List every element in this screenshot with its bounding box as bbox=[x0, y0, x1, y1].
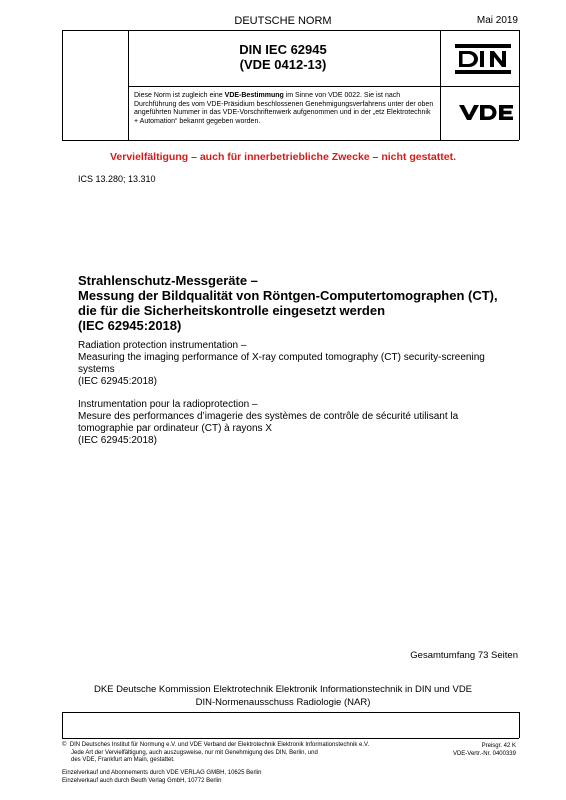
footer-top-rule bbox=[62, 712, 519, 713]
publication-date: Mai 2019 bbox=[476, 15, 518, 26]
title-fr-line: Instrumentation pour la radioprotection – bbox=[78, 399, 258, 410]
note-prefix: Diese Norm ist zugleich eine bbox=[134, 92, 225, 99]
header-middle-rule bbox=[128, 86, 519, 87]
din-logo bbox=[454, 43, 512, 75]
frame-right-top bbox=[519, 30, 520, 140]
title-english bbox=[78, 340, 518, 388]
title-de-line: (IEC 62945:2018) bbox=[78, 318, 182, 333]
price-group: Preisgr. 42 K bbox=[481, 743, 516, 749]
price-info bbox=[453, 742, 516, 758]
title-german bbox=[78, 273, 508, 333]
document-series-label: DEUTSCHE NORM bbox=[234, 15, 332, 27]
total-pages: Gesamtumfang 73 Seiten bbox=[410, 650, 518, 661]
frame-left-top bbox=[62, 30, 63, 140]
title-en-line: systems bbox=[78, 364, 115, 375]
committee-line: DKE Deutsche Kommission Elektrotechnik Elektronik Informationstechnik in DIN und VDE bbox=[93, 684, 473, 695]
committee-info bbox=[60, 683, 506, 709]
copyright-symbol: © bbox=[62, 742, 67, 748]
title-en-line: Measuring the imaging performance of X-ray computed tomography (CT) security-screening bbox=[78, 352, 485, 363]
title-fr-line: tomographie par ordinateur (CT) à rayons X bbox=[78, 423, 272, 434]
copyright-notice bbox=[62, 742, 412, 765]
footer-frame-right bbox=[519, 712, 520, 738]
note-suffix: im Sinne von VDE 0022. Sie ist nach Durchführung des vom VDE-Präsidium beschlossenen Genehmigungsverfahrens unter der oben angeführten Nummer in das VDE-Vorschriftenwerk aufgenommen und in der „etz Elektrotechnik + Automation“ bekannt gegeben worden. bbox=[134, 92, 434, 125]
reproduction-warning: Vervielfältigung – auch für innerbetriebliche Zwecke – nicht gestattet. bbox=[109, 151, 456, 163]
title-fr-line: (IEC 62945:2018) bbox=[78, 435, 157, 446]
vde-classification: (VDE 0412-13) bbox=[239, 57, 327, 72]
header-bottom-rule bbox=[62, 140, 519, 141]
copyright-line: des VDE, Frankfurt am Main, gestattet. bbox=[71, 757, 175, 763]
title-fr-line: Mesure des performances d’imagerie des systèmes de contrôle de sécurité utilisant la bbox=[78, 411, 459, 422]
vde-order-number: VDE-Vertr.-Nr. 0400339 bbox=[452, 751, 516, 757]
frame-divider-right bbox=[440, 30, 441, 140]
vde-regulation-note bbox=[134, 92, 434, 126]
footer-frame-left bbox=[62, 712, 63, 738]
title-french bbox=[78, 399, 518, 447]
committee-line: DIN-Normenausschuss Radiologie (NAR) bbox=[195, 697, 371, 708]
sales-line: Einzelverkauf und Abonnements durch VDE VERLAG GMBH, 10625 Berlin bbox=[62, 770, 262, 776]
title-de-line: die für die Sicherheitskontrolle eingesetzt werden bbox=[78, 303, 386, 318]
title-en-line: (IEC 62945:2018) bbox=[78, 376, 157, 387]
sales-info bbox=[62, 770, 261, 786]
title-en-line: Radiation protection instrumentation – bbox=[78, 340, 247, 351]
standard-designation bbox=[128, 42, 438, 72]
footer-bottom-rule bbox=[62, 738, 519, 739]
ics-classification: ICS 13.280; 13.310 bbox=[78, 174, 156, 184]
title-de-line: Messung der Bildqualität von Röntgen-Computertomographen (CT), bbox=[78, 288, 498, 303]
note-bold-term: VDE-Bestimmung bbox=[224, 92, 284, 99]
vde-logo bbox=[458, 103, 514, 121]
title-de-line: Strahlenschutz-Messgeräte – bbox=[78, 273, 258, 288]
copyright-line: Jede Art der Vervielfältigung, auch auszugsweise, nur mit Genehmigung des DIN, Berlin, und bbox=[71, 749, 318, 756]
standard-number: DIN IEC 62945 bbox=[239, 42, 327, 57]
header-top-rule bbox=[62, 30, 519, 31]
copyright-line: DIN Deutsches Institut für Normung e.V. und VDE Verband der Elektrotechnik Elektronik Informationstechnik e.V. bbox=[69, 742, 370, 748]
sales-line: Einzelverkauf auch durch Beuth Verlag GmbH, 10772 Berlin bbox=[62, 777, 222, 784]
